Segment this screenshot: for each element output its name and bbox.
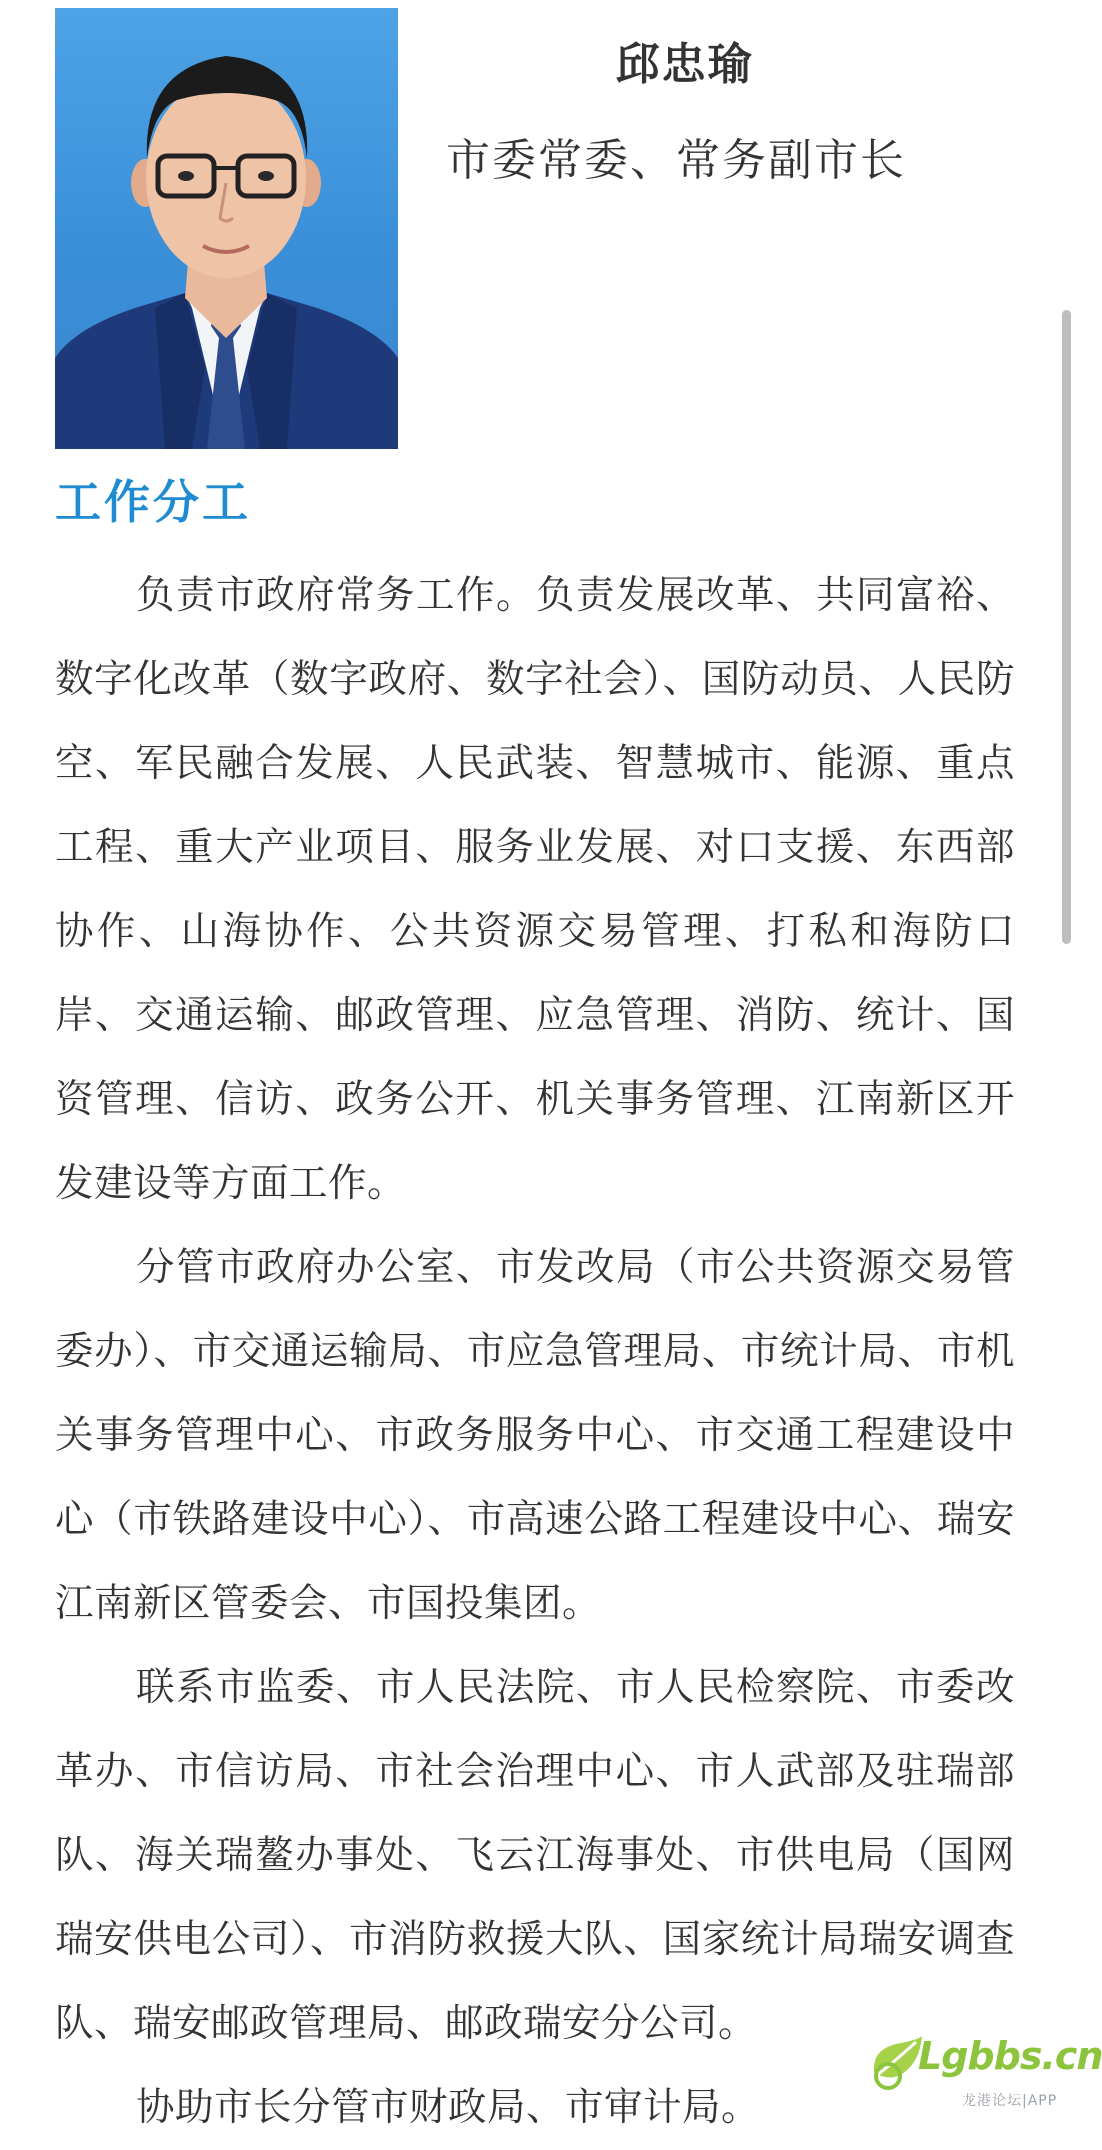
- duties-paragraph-liaison: 联系市监委、市人民法院、市人民检察院、市委改革办、市信访局、市社会治理中心、市人武部及驻瑞部队、海关瑞鳌办事处、飞云江海事处、市供电局（国网瑞安供电公司）、市消防救援大队、国家统计局瑞安调查队、瑞安邮政管理局、邮政瑞安分公司。: [55, 1665, 1015, 2046]
- duties-content: [55, 554, 1015, 2150]
- site-watermark: [866, 2028, 1102, 2114]
- duties-paragraph-responsibilities: 负责市政府常务工作。负责发展改革、共同富裕、数字化改革（数字政府、数字社会）、国防动员、人民防空、军民融合发展、人民武装、智慧城市、能源、重点工程、重大产业项目、服务业发展、对口支援、东西部协作、山海协作、公共资源交易管理、打私和海防口岸、交通运输、邮政管理、应急管理、消防、统计、国资管理、信访、政务公开、机关事务管理、江南新区开发建设等方面工作。: [55, 573, 1015, 1206]
- leaf-logo-icon: [866, 2032, 926, 2092]
- scrollbar[interactable]: [1062, 310, 1071, 944]
- official-position: 市委常委、常务副市长: [446, 135, 906, 186]
- watermark-subtitle: 龙港论坛|APP: [962, 2093, 1058, 2109]
- official-name: 邱忠瑜: [615, 39, 754, 90]
- duties-paragraph-assist: 协助市长分管市财政局、市审计局。: [136, 2085, 761, 2130]
- duties-paragraph-supervision: 分管市政府办公室、市发改局（市公共资源交易管委办）、市交通运输局、市应急管理局、市统计局、市机关事务管理中心、市政务服务中心、市交通工程建设中心（市铁路建设中心）、市高速公路工程建设中心、瑞安江南新区管委会、市国投集团。: [55, 1245, 1015, 1626]
- section-title: 工作分工: [55, 475, 251, 529]
- watermark-site-name: Lgbbs.cn: [918, 2034, 1102, 2078]
